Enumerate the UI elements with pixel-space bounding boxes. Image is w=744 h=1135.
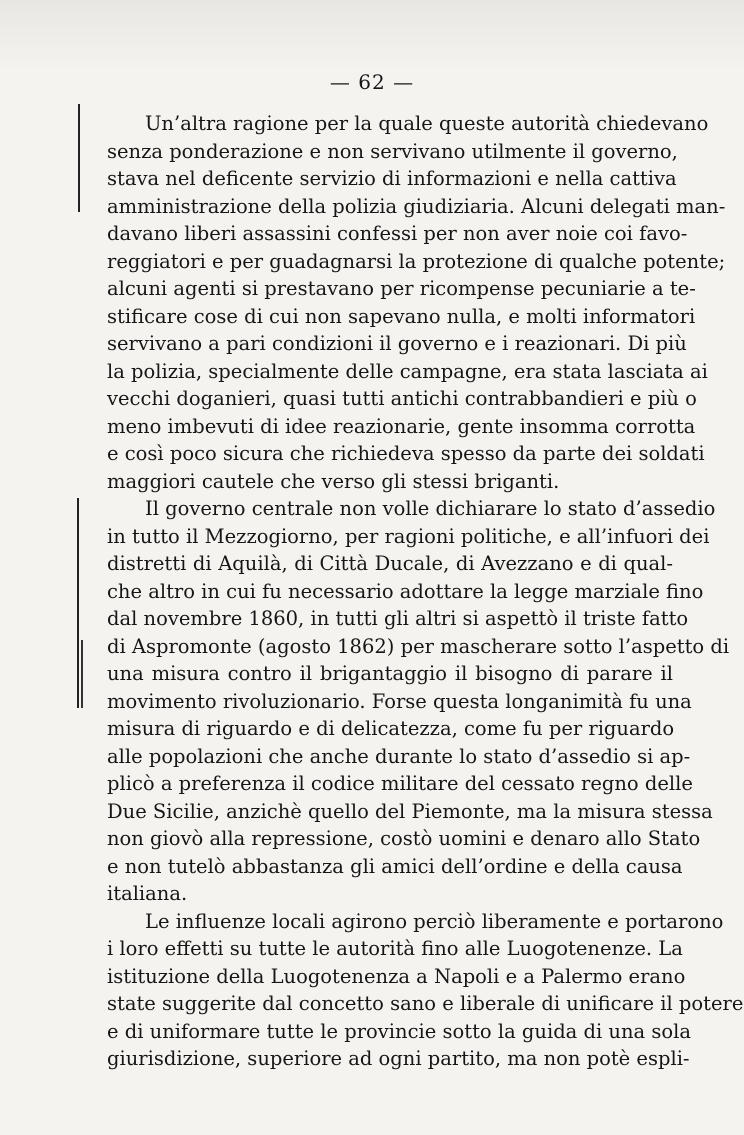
text-line: di Aspromonte (agosto 1862) per mascherare sotto l’aspetto di [107,634,730,658]
page-number: — 62 — [329,70,415,94]
text-line: giurisdizione, superiore ad ogni partito, ma non potè espli- [107,1047,690,1070]
text-line: la polizia, specialmente delle campagne, era stata lasciata ai [107,359,708,383]
text-line: plicò a preferenza il codice militare del cessato regno delle [107,772,693,795]
text-line: una misura contro il brigantaggio il bisogno di parare il [107,662,673,685]
text-line: stava nel deficente servizio di informazioni e nella cattiva [107,167,677,190]
text-line: Il governo centrale non volle dichiarare lo stato d’assedio [145,497,716,520]
text-line: e di uniformare tutte le provincie sotto la guida di una sola [107,1019,691,1043]
text-line: italiana. [107,882,188,905]
text-line: Due Sicilie, anzichè quello del Piemonte, ma la misura stessa [107,799,713,823]
text-line: amministrazione della polizia giudiziaria. Alcuni delegati man- [107,194,726,218]
text-line: maggiori cautele che verso gli stessi briganti. [107,469,560,493]
text-line: istituzione della Luogotenenza a Napoli e a Palermo erano [107,964,686,988]
text-line: in tutto il Mezzogiorno, per ragioni politiche, e all’infuori dei [107,524,710,548]
text-line: movimento rivoluzionario. Forse questa longanimità fu una [107,689,692,713]
margin-mark [78,104,80,212]
margin-mark [77,498,79,708]
text-line: che altro in cui fu necessario adottare la legge marziale fino [107,579,704,603]
paragraph [107,495,730,908]
margin-mark [81,640,83,708]
text-line: davano liberi assassini confessi per non aver noie coi favo- [107,222,688,245]
scan-edge-shading [0,0,744,70]
text-line: non giovò alla repressione, costò uomini e denaro allo Stato [107,827,701,850]
text-line: misura di riguardo e di delicatezza, come fu per riguardo [107,717,675,740]
text-line: distretti di Aquilà, di Città Ducale, di Avezzano e di qual- [107,552,673,575]
paragraph [107,908,744,1073]
text-line: Un’altra ragione per la quale queste autorità chiedevano [145,112,709,135]
text-line: stificare cose di cui non sapevano nulla, e molti informatori [107,304,696,328]
text-line: e così poco sicura che richiedeva spesso da parte dei soldati [107,442,705,465]
text-line: alcuni agenti si prestavano per ricompense pecuniarie a te- [107,277,696,300]
text-line: vecchi doganieri, quasi tutti antichi contrabbandieri e più o [107,387,697,410]
body-text [107,110,744,1073]
text-line: e non tutelò abbastanza gli amici dell’ordine e della causa [107,854,683,878]
text-line: servivano a pari condizioni il governo e i reazionari. Di più [107,332,687,355]
text-line: senza ponderazione e non servivano utilmente il governo, [107,139,678,163]
text-line: reggiatori e per guadagnarsi la protezione di qualche potente; [107,249,726,273]
text-line: Le influenze locali agirono perciò liberamente e portarono [145,909,724,933]
text-line: alle popolazioni che anche durante lo stato d’assedio si ap- [107,744,691,768]
paragraph [107,110,726,495]
text-line: state suggerite dal concetto sano e liberale di unificare il potere [107,992,744,1015]
text-line: dal novembre 1860, in tutti gli altri si aspettò il triste fatto [107,607,689,630]
text-line: i loro effetti su tutte le autorità fino alle Luogotenenze. La [107,937,683,960]
text-line: meno imbevuti di idee reazionarie, gente insomma corrotta [107,414,696,438]
